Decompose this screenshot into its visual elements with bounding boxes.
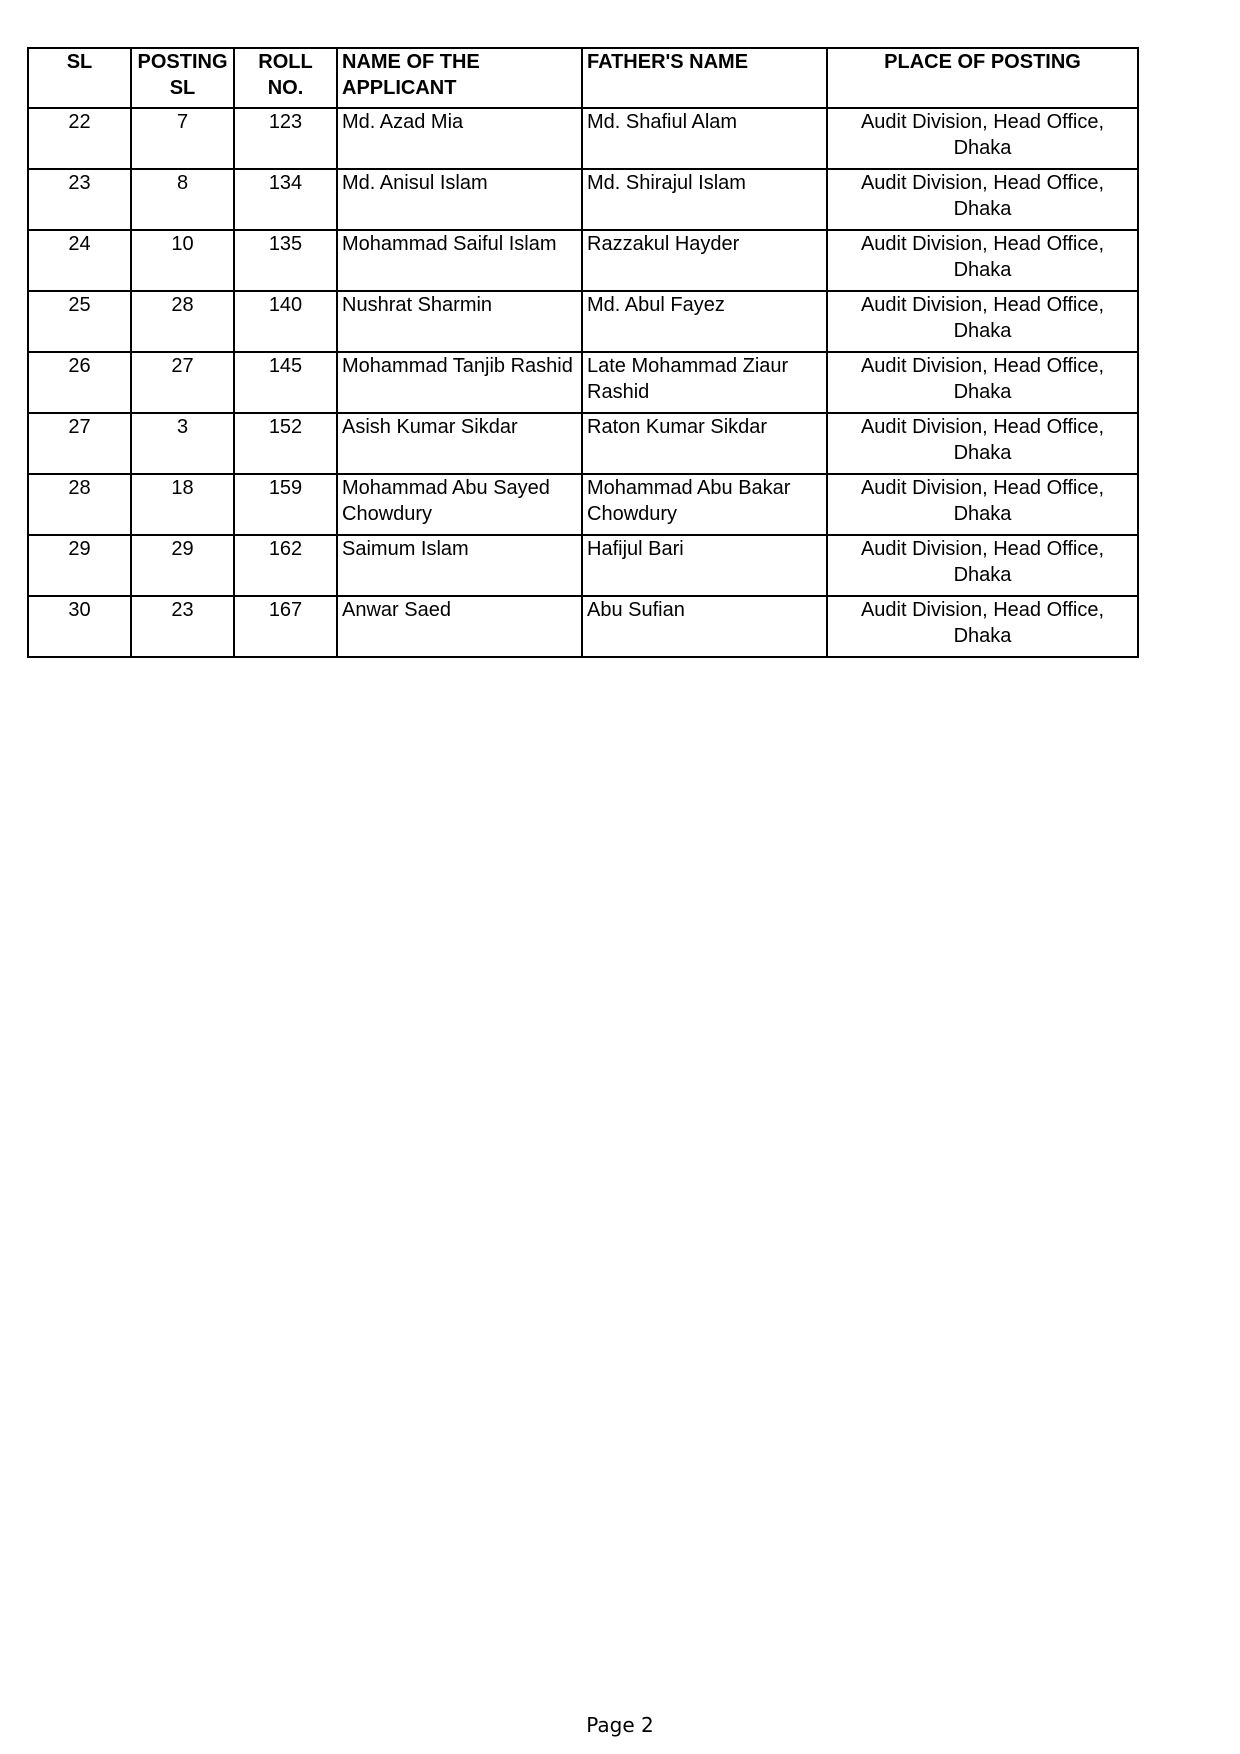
- cell-roll-no: 135: [234, 230, 337, 291]
- cell-posting-sl: 27: [131, 352, 234, 413]
- cell-father-name: Razzakul Hayder: [582, 230, 827, 291]
- cell-applicant-name: Saimum Islam: [337, 535, 582, 596]
- table-row: [28, 108, 1138, 169]
- cell-posting-sl: 28: [131, 291, 234, 352]
- cell-father-name: Raton Kumar Sikdar: [582, 413, 827, 474]
- cell-father-name: Late Mohammad Ziaur Rashid: [582, 352, 827, 413]
- cell-roll-no: 167: [234, 596, 337, 657]
- header-place-of-posting: PLACE OF POSTING: [827, 48, 1138, 108]
- cell-sl: 28: [28, 474, 131, 535]
- cell-applicant-name: Md. Anisul Islam: [337, 169, 582, 230]
- cell-father-name: Md. Shirajul Islam: [582, 169, 827, 230]
- cell-posting-sl: 18: [131, 474, 234, 535]
- table-row: [28, 474, 1138, 535]
- cell-sl: 24: [28, 230, 131, 291]
- cell-father-name: Md. Abul Fayez: [582, 291, 827, 352]
- cell-applicant-name: Mohammad Saiful Islam: [337, 230, 582, 291]
- table-row: [28, 291, 1138, 352]
- table-row: [28, 230, 1138, 291]
- header-posting-sl: POSTING SL: [131, 48, 234, 108]
- table-header-row: [28, 48, 1138, 108]
- cell-applicant-name: Md. Azad Mia: [337, 108, 582, 169]
- table-row: [28, 413, 1138, 474]
- cell-father-name: Md. Shafiul Alam: [582, 108, 827, 169]
- cell-posting-sl: 3: [131, 413, 234, 474]
- cell-father-name: Hafijul Bari: [582, 535, 827, 596]
- cell-roll-no: 123: [234, 108, 337, 169]
- cell-roll-no: 134: [234, 169, 337, 230]
- cell-sl: 29: [28, 535, 131, 596]
- postings-table: [27, 47, 1139, 658]
- cell-posting-sl: 10: [131, 230, 234, 291]
- cell-applicant-name: Mohammad Tanjib Rashid: [337, 352, 582, 413]
- cell-sl: 30: [28, 596, 131, 657]
- table-row: [28, 596, 1138, 657]
- cell-applicant-name: Mohammad Abu Sayed Chowdury: [337, 474, 582, 535]
- cell-roll-no: 162: [234, 535, 337, 596]
- cell-sl: 25: [28, 291, 131, 352]
- table-row: [28, 352, 1138, 413]
- cell-roll-no: 140: [234, 291, 337, 352]
- cell-posting-sl: 7: [131, 108, 234, 169]
- cell-place-of-posting: Audit Division, Head Office, Dhaka: [827, 352, 1138, 413]
- cell-place-of-posting: Audit Division, Head Office, Dhaka: [827, 230, 1138, 291]
- cell-place-of-posting: Audit Division, Head Office, Dhaka: [827, 413, 1138, 474]
- cell-applicant-name: Anwar Saed: [337, 596, 582, 657]
- cell-place-of-posting: Audit Division, Head Office, Dhaka: [827, 535, 1138, 596]
- cell-applicant-name: Nushrat Sharmin: [337, 291, 582, 352]
- cell-sl: 23: [28, 169, 131, 230]
- cell-sl: 22: [28, 108, 131, 169]
- header-roll-no: ROLL NO.: [234, 48, 337, 108]
- cell-roll-no: 159: [234, 474, 337, 535]
- cell-father-name: Mohammad Abu Bakar Chowdury: [582, 474, 827, 535]
- cell-sl: 27: [28, 413, 131, 474]
- cell-place-of-posting: Audit Division, Head Office, Dhaka: [827, 169, 1138, 230]
- cell-applicant-name: Asish Kumar Sikdar: [337, 413, 582, 474]
- header-father-name: FATHER'S NAME: [582, 48, 827, 108]
- cell-posting-sl: 8: [131, 169, 234, 230]
- cell-posting-sl: 29: [131, 535, 234, 596]
- cell-place-of-posting: Audit Division, Head Office, Dhaka: [827, 596, 1138, 657]
- cell-roll-no: 145: [234, 352, 337, 413]
- page-number: Page 2: [586, 1713, 654, 1737]
- table-row: [28, 535, 1138, 596]
- cell-posting-sl: 23: [131, 596, 234, 657]
- cell-father-name: Abu Sufian: [582, 596, 827, 657]
- table-row: [28, 169, 1138, 230]
- cell-roll-no: 152: [234, 413, 337, 474]
- header-applicant-name: NAME OF THE APPLICANT: [337, 48, 582, 108]
- cell-sl: 26: [28, 352, 131, 413]
- header-sl: SL: [28, 48, 131, 108]
- cell-place-of-posting: Audit Division, Head Office, Dhaka: [827, 108, 1138, 169]
- cell-place-of-posting: Audit Division, Head Office, Dhaka: [827, 291, 1138, 352]
- cell-place-of-posting: Audit Division, Head Office, Dhaka: [827, 474, 1138, 535]
